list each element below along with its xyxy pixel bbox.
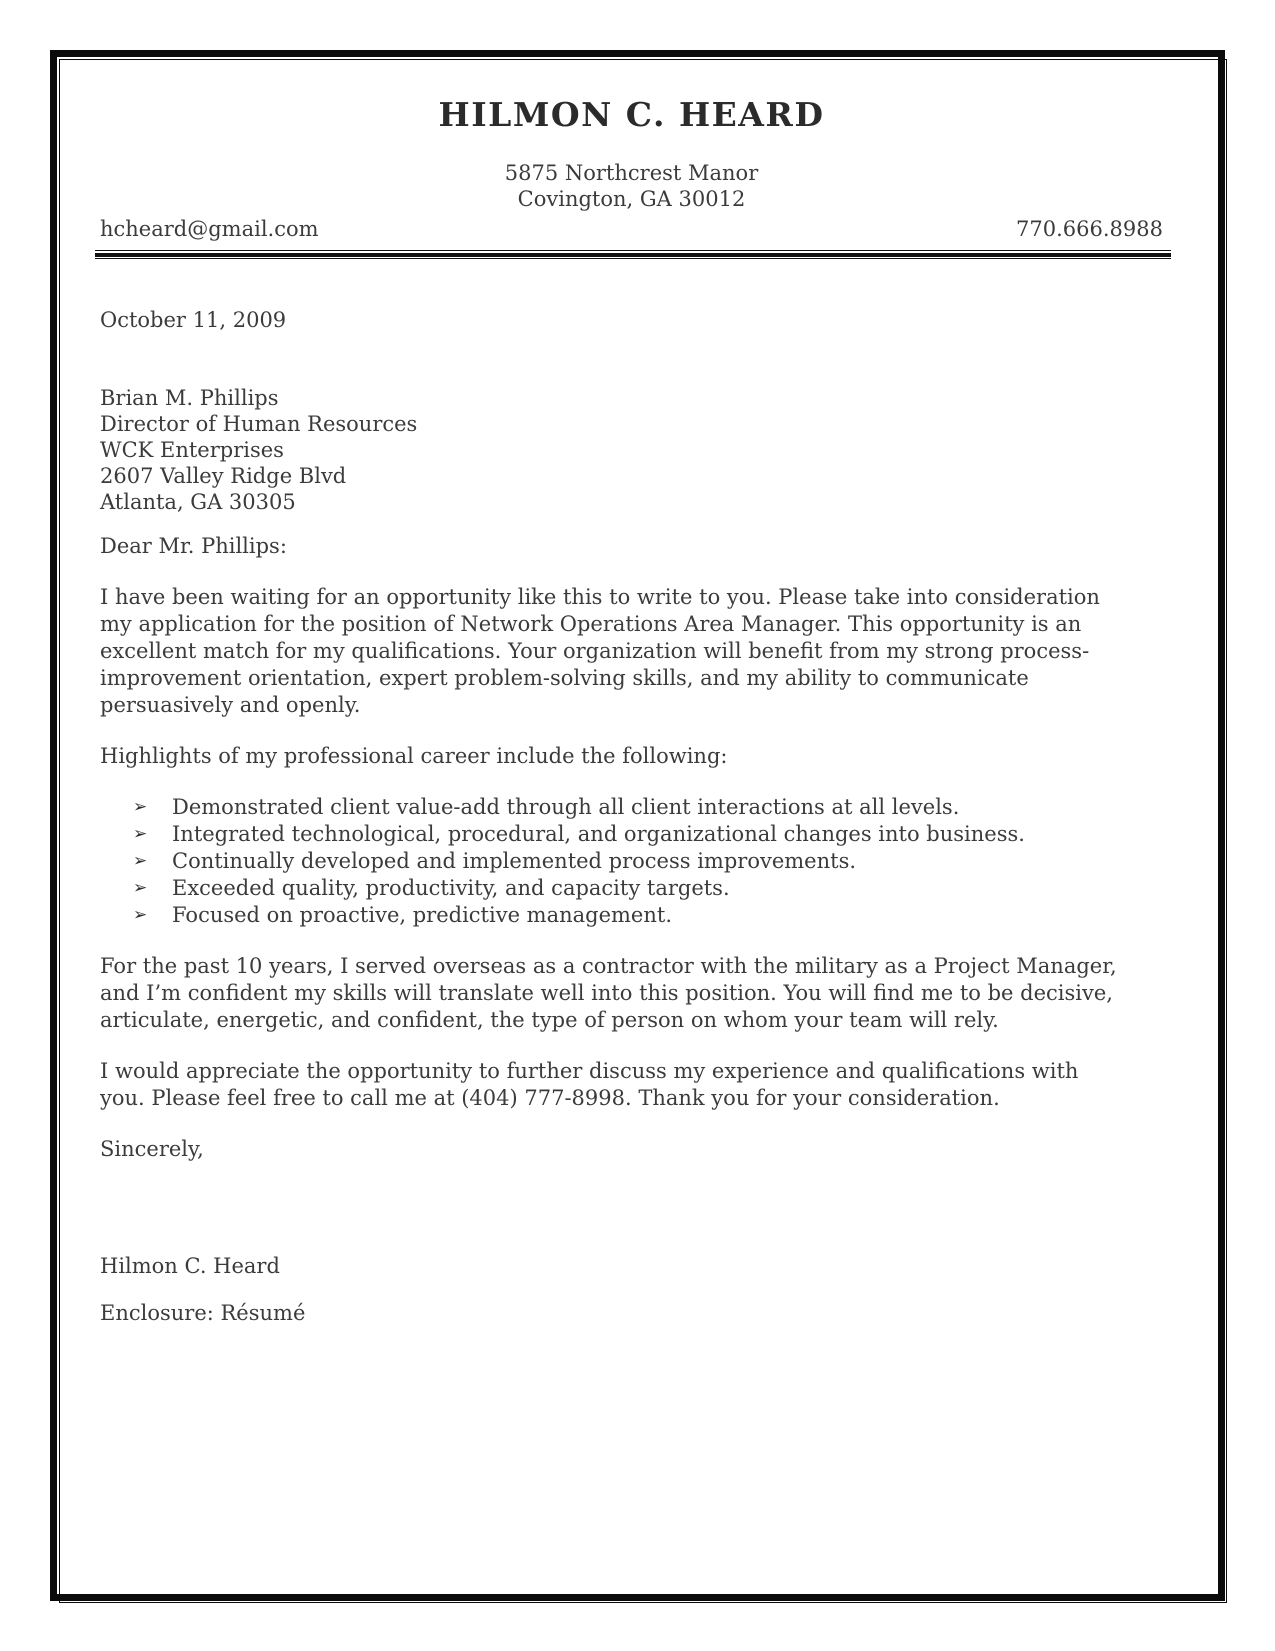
date-line: October 11, 2009 xyxy=(100,308,287,332)
recipient-block xyxy=(100,385,1163,515)
header-rule-bar xyxy=(95,253,1171,257)
paragraph-experience: For the past 10 years, I served overseas as a contractor with the military as a Project Manager, and I’m confident my skills will translate well into this position. You will find me to be decisive, articulate, energetic, and confident, the type of person on whom your team will rely. xyxy=(100,954,1117,1032)
list-item-text: Demonstrated client value-add through all client interactions at all levels. xyxy=(172,795,960,819)
page-border-frame xyxy=(50,50,1225,1601)
sender-email: hcheard@gmail.com xyxy=(100,217,319,241)
sender-address xyxy=(100,160,1163,212)
closing: Sincerely, xyxy=(100,1137,204,1161)
recipient-street: 2607 Valley Ridge Blvd xyxy=(100,464,347,488)
header-rule xyxy=(95,250,1171,259)
list-item xyxy=(133,875,1163,902)
paragraph-call-to-action: I would appreciate the opportunity to further discuss my experience and qualifications with you. Please feel free to call me at (404) 777-8998. Thank you for your consideration. xyxy=(100,1059,1079,1110)
list-item-text: Exceeded quality, productivity, and capacity targets. xyxy=(172,876,730,900)
paragraph-intro: I have been waiting for an opportunity like this to write to you. Please take into consideration my application for the position of Network Operations Area Manager. This opportunity is an excellent match for my qualifications. Your organization will benefit from my strong process-improvement orientation, expert problem-solving skills, and my ability to communicate persuasively and openly. xyxy=(100,585,1100,717)
list-item xyxy=(133,794,1163,821)
recipient-company: WCK Enterprises xyxy=(100,438,284,462)
arrow-bullet-icon: ➢ xyxy=(133,851,148,871)
contact-row xyxy=(100,217,1163,241)
sender-address-line-1: 5875 Northcrest Manor xyxy=(504,161,759,185)
arrow-bullet-icon: ➢ xyxy=(133,824,148,844)
list-item-text: Continually developed and implemented process improvements. xyxy=(172,849,857,873)
signature-name: Hilmon C. Heard xyxy=(100,1254,280,1278)
recipient-title: Director of Human Resources xyxy=(100,412,418,436)
letter-content xyxy=(57,95,1218,1632)
list-item xyxy=(133,821,1163,848)
arrow-bullet-icon: ➢ xyxy=(133,797,148,817)
sender-address-line-2: Covington, GA 30012 xyxy=(517,187,746,211)
enclosure-line: Enclosure: Résumé xyxy=(100,1301,306,1325)
sender-phone: 770.666.8988 xyxy=(1016,217,1163,241)
arrow-bullet-icon: ➢ xyxy=(133,878,148,898)
paragraph-highlights-lead: Highlights of my professional career include the following: xyxy=(100,744,728,768)
recipient-city: Atlanta, GA 30305 xyxy=(100,490,296,514)
salutation: Dear Mr. Phillips: xyxy=(100,534,287,558)
list-item xyxy=(133,902,1163,929)
list-item xyxy=(133,848,1163,875)
sender-name: HILMON C. HEARD xyxy=(438,95,825,134)
list-item-text: Focused on proactive, predictive management. xyxy=(172,903,673,927)
recipient-name: Brian M. Phillips xyxy=(100,386,279,410)
arrow-bullet-icon: ➢ xyxy=(133,905,148,925)
highlights-list xyxy=(100,794,1163,929)
list-item-text: Integrated technological, procedural, and organizational changes into business. xyxy=(172,822,1025,846)
